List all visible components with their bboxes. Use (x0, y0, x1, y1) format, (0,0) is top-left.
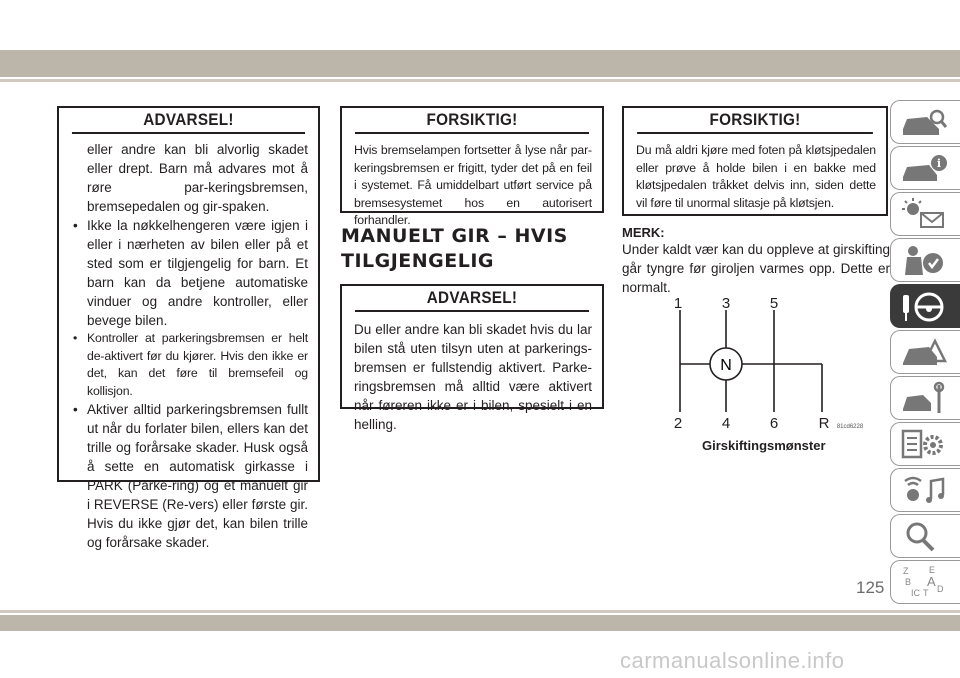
caution-box-1 (340, 106, 604, 227)
warning-bullet: • Aktiver alltid parkeringsbremsen fullt ut når du forlater bilen, ellers kan det trille og forårsake skader. Husk også å sette en automatisk girkasse i PARK (Parke-ring) og et manuelt gir i REVERSE (Re-vers) eller første gir. Hvis du ikke gjør det, kan bilen trille og forårsake skader. (71, 400, 308, 552)
diagram-caption: Girskiftingsmønster (702, 438, 826, 453)
caution-text: Du må aldri kjøre med foten på kløtsjpedalen eller prøve å holde bilen i en bakke med kløtsjpedalen tråkket delvis inn, siden dette vil føre til unormal slitasje på kløtsjen. (636, 143, 876, 210)
car-info-icon (899, 151, 949, 187)
header-band (0, 50, 960, 77)
warning-continued-text: eller andre kan bli alvorlig skadet eller drept. Barn må advares mot å røre par-keringsbremsen, bremsepedalen og gir-spaken. (87, 142, 308, 214)
svg-text:IC: IC (911, 588, 920, 598)
svg-text:Z: Z (903, 566, 909, 576)
specifications-gear-icon (899, 427, 949, 463)
shift-gate-lines (680, 310, 822, 412)
warning-bullet: • Kontroller at parkeringsbremsen er helt de-aktivert før du kjører. Hvis den ikke er det, kan det føre til bremsefeil og kollisjon. (71, 330, 308, 400)
tab-servicing-and-maintenance[interactable] (890, 376, 960, 420)
service-tools-icon (899, 381, 949, 417)
footer-band (0, 615, 960, 631)
dashboard-lights-message-icon (899, 197, 949, 233)
svg-text:D: D (937, 584, 944, 594)
svg-text:E: E (929, 565, 936, 575)
search-index-icon (899, 519, 949, 555)
section-heading: MANUELT GIR – HVIS TILGJENGELIG (341, 225, 568, 272)
svg-text:i: i (936, 157, 942, 170)
car-search-icon (899, 105, 949, 141)
caution-title: FORSIKTIG! (355, 108, 589, 134)
alphabet-index-icon (899, 565, 949, 601)
neutral-label: N (720, 357, 732, 374)
tab-customer-assistance[interactable] (890, 514, 960, 558)
tab-multimedia[interactable] (890, 468, 960, 512)
warning-box-1 (57, 106, 320, 550)
figure-code: 81cd6228 (836, 424, 864, 430)
gear-label: 1 (673, 296, 683, 312)
warning-title: ADVARSEL! (355, 286, 589, 312)
svg-text:T: T (923, 588, 929, 598)
gear-label: 4 (721, 415, 731, 432)
warning-title: ADVARSEL! (72, 108, 305, 134)
tab-starting-and-operating[interactable] (890, 284, 960, 328)
footer-rule (0, 610, 960, 613)
caution-title: FORSIKTIG! (637, 108, 873, 134)
tab-getting-to-know-instrument[interactable] (890, 146, 960, 190)
tab-index[interactable] (890, 560, 960, 604)
note-label: MERK: (622, 225, 665, 240)
caution-text: Hvis bremselampen fortsetter å lyse når par-keringsbremsen er frigitt, tyder det på en feil i systemet. Få umiddelbart utført service på bremsesystemet hos en autorisert forhandler. (354, 143, 592, 227)
watermark: carmanualsonline.info (620, 648, 845, 673)
gear-label: 2 (673, 415, 683, 432)
warning-bullet: • Ikke la nøkkelhengeren være igjen i eller i nærheten av bilen eller på et sted som er tilgjengelig for barn. Et barn kan da betjene automatiske vinduer og andre kontroller, eller bevege bilen. (71, 216, 308, 330)
tab-technical-specifications[interactable] (890, 422, 960, 466)
gear-label: R (818, 415, 830, 432)
safety-airbag-icon (899, 243, 949, 279)
note-text: Under kaldt vær kan du oppleve at girskifting går tyngre før giroljen varmes opp. Dette er normalt. (622, 242, 890, 295)
tab-getting-to-know-vehicle[interactable] (890, 100, 960, 144)
gear-label: 6 (769, 415, 779, 432)
gear-label: 5 (769, 296, 779, 312)
svg-text:B: B (905, 577, 912, 587)
header-rule (0, 79, 960, 82)
steering-wheel-key-icon (899, 289, 949, 325)
caution-box-2 (622, 106, 888, 216)
car-warning-triangle-icon (899, 335, 949, 371)
warning-box-2 (340, 284, 604, 432)
tab-safety[interactable] (890, 238, 960, 282)
gear-label: 3 (721, 296, 731, 312)
page-number: 125 (856, 578, 885, 597)
tab-instrument-panel[interactable] (890, 192, 960, 236)
svg-text:A: A (927, 574, 936, 589)
warning-body (59, 134, 318, 552)
tab-in-case-of-emergency[interactable] (890, 330, 960, 374)
multimedia-icon (899, 473, 949, 509)
warning-text: Du eller andre kan bli skadet hvis du lar bilen stå uten tilsyn uten at parkerings-bremsen er fullstendig aktivert. Parke-ringsbremsen må alltid være aktivert når føreren ikke er i bilen, spesielt i en helling. (354, 322, 592, 432)
shift-pattern-diagram (660, 296, 880, 456)
